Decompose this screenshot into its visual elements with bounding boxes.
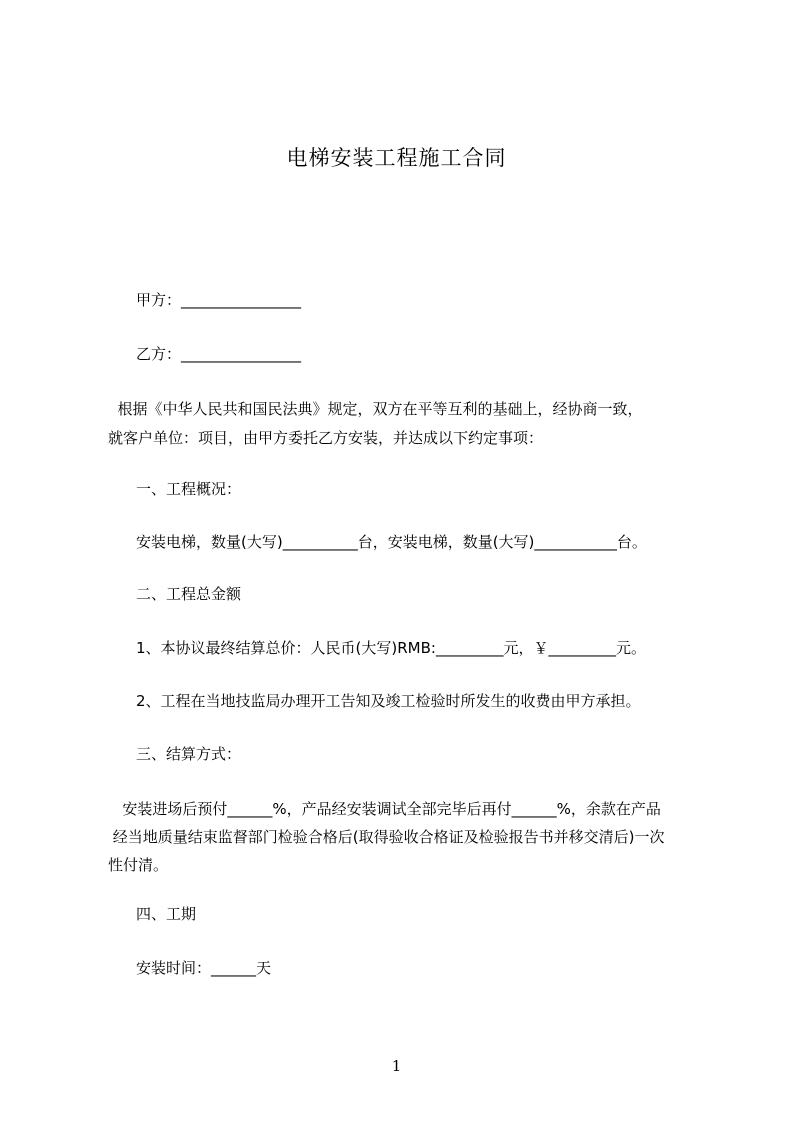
section-4-text: 安装时间：______天 xyxy=(136,959,272,977)
section-3-heading: 三、结算方式： xyxy=(136,745,242,763)
section-1-heading: 一、工程概况： xyxy=(136,480,242,498)
section-2-item-2: 2、工程在当地技监局办理开工告知及竣工检验时所发生的收费由甲方承担。 xyxy=(136,692,641,710)
preamble-line-1: 根据《中华人民共和国民法典》规定，双方在平等互利的基础上，经协商一致， xyxy=(108,400,643,418)
document-title: 电梯安装工程施工合同 xyxy=(286,146,507,170)
section-4-heading: 四、工期 xyxy=(136,905,197,923)
section-1-text: 安装电梯，数量(大写)__________台，安装电梯，数量(大写)___________台。 xyxy=(136,533,647,551)
section-2-heading: 二、工程总金额 xyxy=(136,585,242,603)
section-3-line-1: 安装进场后预付______%，产品经安装调试全部完毕后再付______%，余款在产品 xyxy=(108,800,661,818)
section-3-line-3: 性付清。 xyxy=(108,856,169,874)
party-b-field: 乙方：________________ xyxy=(136,345,302,363)
party-a-field: 甲方：________________ xyxy=(136,291,302,309)
section-3-line-2: 经当地质量结束监督部门检验合格后(取得验收合格证及检验报告书并移交清后)一次 xyxy=(108,828,665,846)
page-number: 1 xyxy=(391,1057,402,1075)
preamble-line-2: 就客户单位：项目，由甲方委托乙方安装，并达成以下约定事项： xyxy=(108,429,544,447)
section-2-item-1: 1、本协议最终结算总价：人民币(大写)RMB:_________元，￥_________元。 xyxy=(136,639,646,657)
